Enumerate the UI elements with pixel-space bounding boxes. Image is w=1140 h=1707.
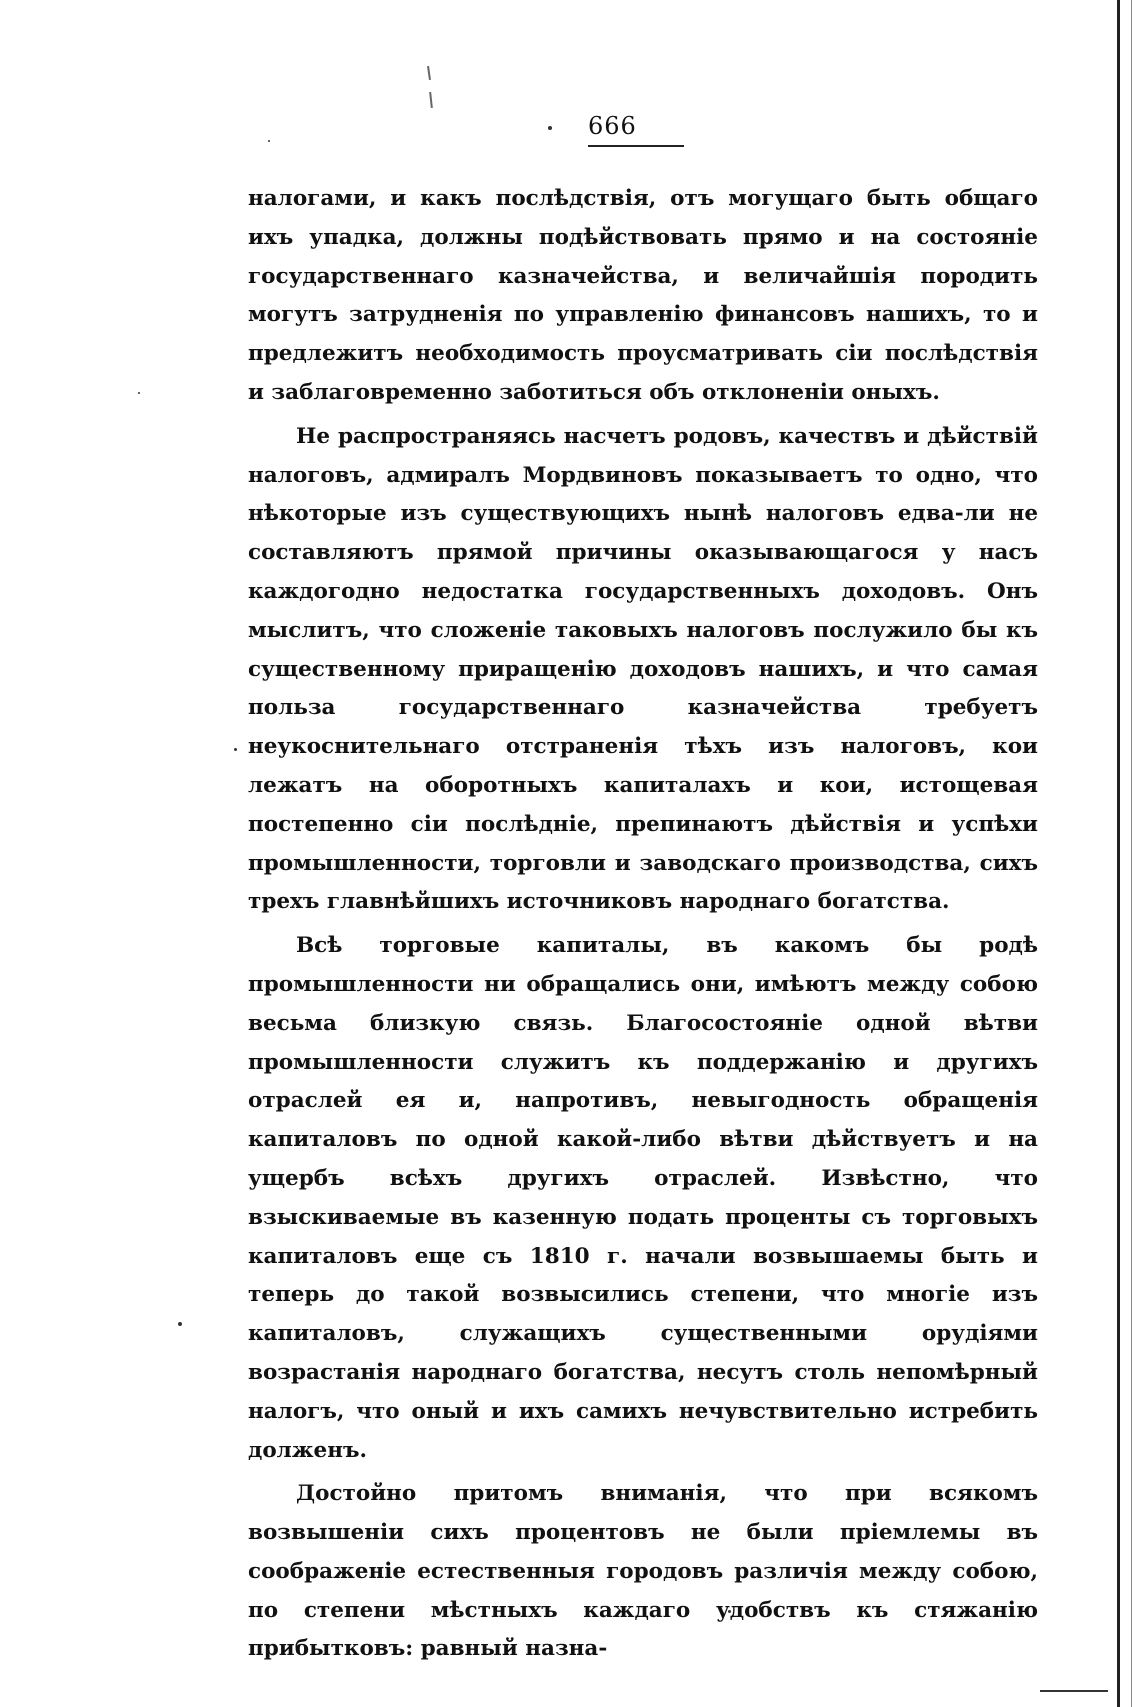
- page-edge-shadow: [1117, 0, 1120, 1707]
- scan-mark: [427, 66, 431, 80]
- page-edge-line: [1131, 0, 1132, 1707]
- page-number-underline: [588, 145, 684, 147]
- scan-dot: [548, 126, 552, 130]
- scan-edge-mark: [1040, 1690, 1108, 1692]
- scan-dot: [268, 140, 270, 142]
- scan-dot: [138, 392, 140, 394]
- paragraph: Всѣ торговые капиталы, въ какомъ бы родѣ промышленности ни обращались они, имѣютъ между собою весьма близкую связь. Благосостояніе одной вѣтви промышленности служитъ къ поддержанію и другихъ отраслей ея и, напротивъ, невыгодность обращенія капиталовъ по одной какой-либо вѣтви дѣйствуетъ и на ущербъ всѣхъ другихъ отраслей. Извѣстно, что взыскиваемые въ казенную подать проценты съ торговыхъ капиталовъ еще съ 1810 г. начали возвышаемы быть и теперь до такой возвысились степени, что многіе изъ капиталовъ, служащихъ существенными орудіями возрастанія народнаго богатства, несутъ столь непомѣрный налогъ, что оный и ихъ самихъ нечувствительно истребить долженъ.: [248, 933, 1038, 1463]
- scan-dot: [178, 1322, 182, 1326]
- paragraph: Не распространяясь насчетъ родовъ, качествъ и дѣйствій налоговъ, адмиралъ Мордвиновъ показываетъ то одно, что нѣкоторые изъ существующихъ нынѣ налоговъ едва-ли не составляютъ прямой причины оказывающагося у насъ каждогодно недостатка государственныхъ доходовъ. Онъ мыслитъ, что сложеніе таковыхъ налоговъ послужило бы къ существенному приращенію доходовъ нашихъ, и что самая польза государственнаго казначейства требуетъ неукоснительнаго отстраненія тѣхъ изъ налоговъ, кои лежатъ на оборотныхъ капиталахъ и кои, истощевая постепенно сіи послѣдніе, препинаютъ дѣйствія и успѣхи промышленности, торговли и заводскаго производства, сихъ трехъ главнѣйшихъ источниковъ народнаго богатства.: [248, 423, 1038, 915]
- paragraph-continuation: налогами, и какъ послѣдствія, отъ могущаго быть общаго ихъ упадка, должны подѣйствовать прямо и на состояніе государственнаго казначейства, и величайшія породить могутъ затрудненія по управленію финансовъ нашихъ, то и предлежитъ необходимость проусматривать сіи послѣдствія и заблаговременно заботиться объ отклоненіи оныхъ.: [248, 186, 1038, 405]
- scan-dot: [234, 748, 237, 751]
- body-text: [248, 180, 1038, 1674]
- page-number: 666: [588, 112, 637, 140]
- paragraph: Достойно притомъ вниманія, что при всякомъ возвышеніи сихъ процентовъ не были пріемлемы въ соображеніе естественныя городовъ различія между собою, по степени мѣстныхъ каждаго удобствъ къ стяжанію прибытковъ: равный назна-: [248, 1481, 1038, 1662]
- scan-mark: [429, 92, 433, 108]
